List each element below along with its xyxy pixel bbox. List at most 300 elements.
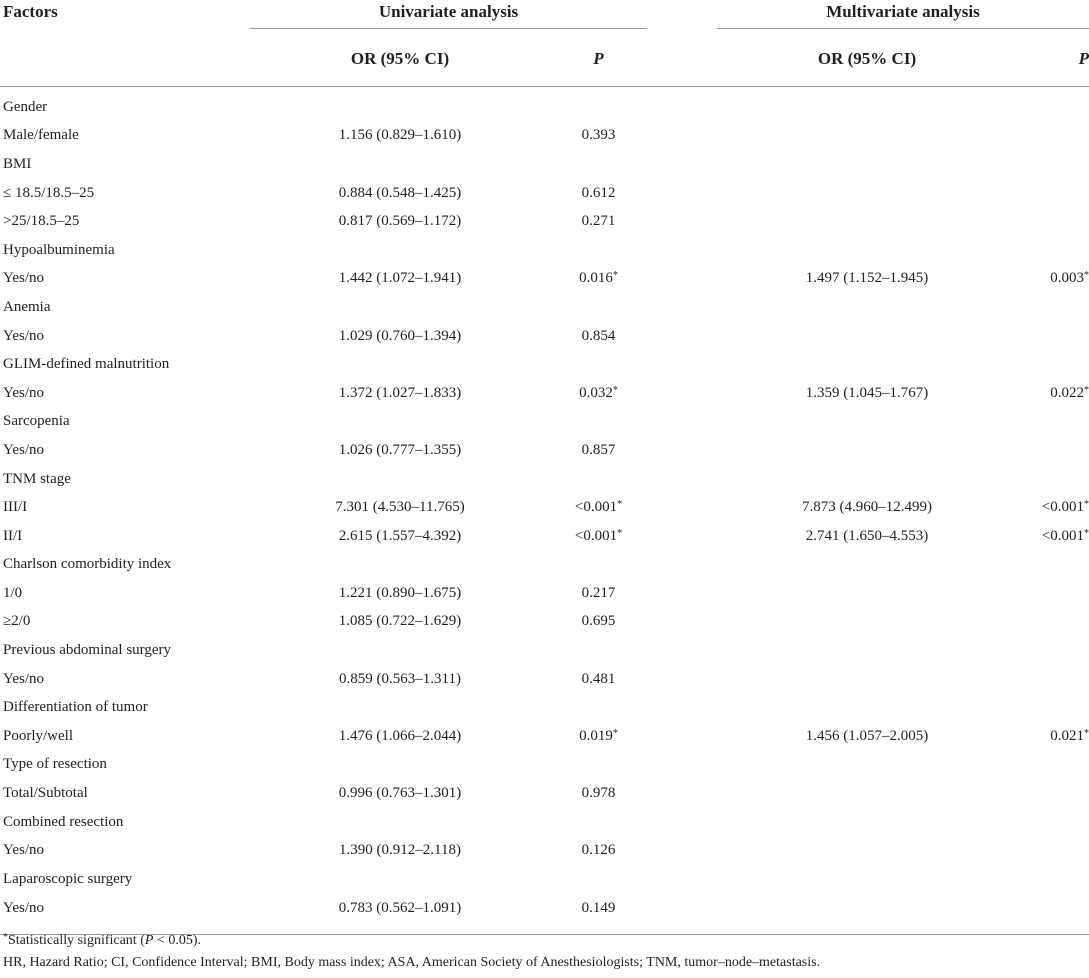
univariate-header-label: Univariate analysis xyxy=(250,2,647,29)
significance-mark: * xyxy=(612,270,618,282)
significance-mark: * xyxy=(1084,270,1089,282)
factor-cell-value: Differentiation of tumor xyxy=(3,699,148,716)
table-row xyxy=(0,636,1089,665)
factor-cell xyxy=(0,436,250,465)
multivariate-header-label: Multivariate analysis xyxy=(717,2,1089,29)
multivariate-p-cell xyxy=(1017,293,1089,322)
multivariate-p-cell xyxy=(1017,608,1089,637)
factor-cell-value: 1/0 xyxy=(3,584,23,601)
univariate-or-cell-value: 0.783 (0.562–1.091) xyxy=(338,899,462,916)
univariate-p-cell xyxy=(550,150,647,179)
univariate-p-cell xyxy=(550,93,647,122)
multivariate-p-cell xyxy=(1017,236,1089,265)
gap-cell xyxy=(647,665,717,694)
multivariate-p-cell xyxy=(1017,379,1089,408)
multivariate-p-cell xyxy=(1017,579,1089,608)
factor-cell-value: ≥2/0 xyxy=(3,613,31,630)
factor-cell xyxy=(0,836,250,865)
abbreviations-footnote: HR, Hazard Ratio; CI, Confidence Interval; BMI, Body mass index; ASA, American Society of Anesthesiologists; TNM, tumor–node–metastasis. xyxy=(3,955,821,970)
gap-cell xyxy=(647,779,717,808)
multivariate-or-cell xyxy=(717,150,1017,179)
factor-cell-value: TNM stage xyxy=(3,470,71,487)
gap-cell xyxy=(647,408,717,437)
multivariate-p-cell xyxy=(1017,122,1089,151)
multivariate-p-cell xyxy=(1017,350,1089,379)
multivariate-p-cell xyxy=(1017,722,1089,751)
gap-cell xyxy=(647,122,717,151)
univariate-or-cell-value: 1.390 (0.912–2.118) xyxy=(339,842,461,859)
univariate-or-cell xyxy=(250,865,550,894)
univariate-or-cell xyxy=(250,836,550,865)
multivariate-p-cell-value: 0.022 xyxy=(1050,384,1084,401)
univariate-or-cell xyxy=(250,179,550,208)
multivariate-or-cell-value: 1.359 (1.045–1.767) xyxy=(805,384,929,401)
univariate-p-cell xyxy=(550,665,647,694)
multivariate-p-cell xyxy=(1017,551,1089,580)
table-row xyxy=(0,722,1089,751)
univariate-or-cell xyxy=(250,350,550,379)
univariate-p-cell xyxy=(550,379,647,408)
factor-cell xyxy=(0,122,250,151)
factor-cell-value: Anemia xyxy=(3,298,51,315)
factor-cell xyxy=(0,179,250,208)
univariate-p-cell-value: 0.978 xyxy=(581,785,616,802)
univariate-p-cell xyxy=(550,207,647,236)
factor-cell xyxy=(0,693,250,722)
table-row xyxy=(0,379,1089,408)
univariate-or-cell xyxy=(250,579,550,608)
factor-cell xyxy=(0,465,250,494)
univariate-p-header: P xyxy=(550,32,647,87)
multivariate-p-cell xyxy=(1017,779,1089,808)
gap-cell xyxy=(647,579,717,608)
factor-cell-value: Male/female xyxy=(3,127,79,144)
factor-cell-value: Yes/no xyxy=(3,441,44,458)
univariate-or-cell xyxy=(250,379,550,408)
significance-mark: * xyxy=(617,499,623,511)
table-row xyxy=(0,779,1089,808)
significance-mark: * xyxy=(612,727,618,739)
univariate-p-cell-value: <0.001 xyxy=(574,527,618,544)
univariate-p-cell-value: 0.857 xyxy=(581,441,616,458)
univariate-p-cell xyxy=(550,122,647,151)
univariate-or-cell xyxy=(250,636,550,665)
table-row xyxy=(0,665,1089,694)
univariate-or-cell xyxy=(250,722,550,751)
factor-cell-value: ≤ 18.5/18.5–25 xyxy=(3,184,95,201)
significance-mark: * xyxy=(1084,527,1089,539)
factor-cell-value: Yes/no xyxy=(3,327,44,344)
multivariate-p-cell xyxy=(1017,493,1089,522)
univariate-p-cell xyxy=(550,408,647,437)
factor-cell xyxy=(0,522,250,551)
gap-cell xyxy=(647,693,717,722)
univariate-p-cell xyxy=(550,265,647,294)
univariate-p-cell xyxy=(550,779,647,808)
table-row xyxy=(0,493,1089,522)
gap-cell xyxy=(647,379,717,408)
multivariate-p-cell-value: 0.021 xyxy=(1050,727,1084,744)
factor-cell-value: Poorly/well xyxy=(3,727,73,744)
multivariate-or-cell-value: 1.497 (1.152–1.945) xyxy=(805,270,929,287)
univariate-p-cell xyxy=(550,551,647,580)
multivariate-p-cell xyxy=(1017,693,1089,722)
factor-cell xyxy=(0,894,250,935)
multivariate-or-cell xyxy=(717,122,1017,151)
multivariate-or-cell xyxy=(717,608,1017,637)
univariate-or-cell-value: 1.442 (1.072–1.941) xyxy=(338,270,462,287)
univariate-p-cell-value: 0.126 xyxy=(581,842,616,859)
univariate-or-cell xyxy=(250,751,550,780)
gap-cell xyxy=(647,836,717,865)
multivariate-or-cell xyxy=(717,350,1017,379)
univariate-or-cell xyxy=(250,465,550,494)
univariate-p-cell xyxy=(550,465,647,494)
gap-cell xyxy=(647,465,717,494)
univariate-or-header: OR (95% CI) xyxy=(250,32,550,87)
multivariate-p-cell xyxy=(1017,322,1089,351)
univariate-or-cell-value: 1.029 (0.760–1.394) xyxy=(338,327,462,344)
univariate-p-cell-value: <0.001 xyxy=(574,499,618,516)
factor-cell xyxy=(0,579,250,608)
univariate-p-cell xyxy=(550,751,647,780)
univariate-or-cell xyxy=(250,322,550,351)
multivariate-p-cell xyxy=(1017,636,1089,665)
gap-cell xyxy=(647,751,717,780)
factor-cell xyxy=(0,293,250,322)
multivariate-or-cell xyxy=(717,665,1017,694)
table-row xyxy=(0,808,1089,837)
factor-cell-value: BMI xyxy=(3,155,32,172)
factor-cell-value: >25/18.5–25 xyxy=(3,213,80,230)
multivariate-p-cell xyxy=(1017,436,1089,465)
gap-cell xyxy=(647,436,717,465)
multivariate-or-cell xyxy=(717,779,1017,808)
univariate-or-cell xyxy=(250,293,550,322)
multivariate-or-cell xyxy=(717,236,1017,265)
multivariate-p-cell xyxy=(1017,522,1089,551)
table-row xyxy=(0,551,1089,580)
gap-cell xyxy=(647,350,717,379)
univariate-or-cell xyxy=(250,693,550,722)
gap-cell xyxy=(647,608,717,637)
multivariate-or-cell-value: 1.456 (1.057–2.005) xyxy=(805,727,929,744)
univariate-p-cell-value: 0.854 xyxy=(581,327,616,344)
factor-cell xyxy=(0,236,250,265)
factor-cell-value: Sarcopenia xyxy=(3,413,70,430)
multivariate-p-cell xyxy=(1017,265,1089,294)
table-row xyxy=(0,579,1089,608)
univariate-or-cell xyxy=(250,236,550,265)
univariate-or-cell xyxy=(250,122,550,151)
univariate-p-cell xyxy=(550,579,647,608)
multivariate-or-cell xyxy=(717,322,1017,351)
factor-cell xyxy=(0,865,250,894)
table-row xyxy=(0,150,1089,179)
multivariate-or-cell-value: 7.873 (4.960–12.499) xyxy=(802,499,932,516)
table-row xyxy=(0,293,1089,322)
gap-cell xyxy=(647,293,717,322)
multivariate-p-cell-value: 0.003 xyxy=(1050,270,1084,287)
factor-cell xyxy=(0,779,250,808)
significance-text-start: Statistically significant ( xyxy=(8,933,145,948)
significance-p-symbol: P xyxy=(144,933,154,948)
table-row xyxy=(0,207,1089,236)
table-row xyxy=(0,751,1089,780)
univariate-or-cell-value: 1.221 (0.890–1.675) xyxy=(338,584,462,601)
significance-footnote xyxy=(3,930,1083,952)
table-row xyxy=(0,465,1089,494)
table-row xyxy=(0,865,1089,894)
multivariate-or-cell xyxy=(717,522,1017,551)
table-header xyxy=(0,0,1089,87)
factor-cell-value: Yes/no xyxy=(3,842,44,859)
univariate-or-cell xyxy=(250,894,550,935)
multivariate-or-cell xyxy=(717,693,1017,722)
univariate-p-cell xyxy=(550,808,647,837)
univariate-p-cell xyxy=(550,322,647,351)
univariate-or-cell-value: 1.156 (0.829–1.610) xyxy=(338,127,462,144)
multivariate-p-cell xyxy=(1017,894,1089,935)
gap-cell xyxy=(647,636,717,665)
multivariate-or-cell xyxy=(717,436,1017,465)
gap-cell xyxy=(647,322,717,351)
gap-cell xyxy=(647,179,717,208)
univariate-or-cell xyxy=(250,408,550,437)
univariate-p-cell xyxy=(550,493,647,522)
multivariate-p-cell-value: <0.001 xyxy=(1041,499,1084,516)
univariate-or-cell-value: 1.026 (0.777–1.355) xyxy=(338,441,462,458)
multivariate-or-cell xyxy=(717,179,1017,208)
factor-cell xyxy=(0,751,250,780)
factor-cell xyxy=(0,265,250,294)
subheader-gap xyxy=(647,32,717,87)
gap-cell xyxy=(647,93,717,122)
multivariate-p-cell xyxy=(1017,665,1089,694)
univariate-p-cell-value: 0.032 xyxy=(579,384,613,401)
multivariate-or-cell xyxy=(717,865,1017,894)
factor-cell xyxy=(0,722,250,751)
univariate-p-cell xyxy=(550,436,647,465)
factor-cell xyxy=(0,150,250,179)
univariate-or-cell xyxy=(250,808,550,837)
univariate-or-cell xyxy=(250,93,550,122)
univariate-or-cell-value: 0.817 (0.569–1.172) xyxy=(338,213,462,230)
univariate-p-cell xyxy=(550,179,647,208)
gap-cell xyxy=(647,551,717,580)
factor-cell-value: Yes/no xyxy=(3,670,44,687)
multivariate-or-cell xyxy=(717,551,1017,580)
multivariate-or-cell xyxy=(717,293,1017,322)
factor-cell-value: Previous abdominal surgery xyxy=(3,642,172,659)
multivariate-p-cell xyxy=(1017,751,1089,780)
factor-cell xyxy=(0,665,250,694)
factor-cell xyxy=(0,636,250,665)
univariate-or-cell xyxy=(250,493,550,522)
multivariate-or-cell xyxy=(717,379,1017,408)
significance-mark: * xyxy=(1084,384,1089,396)
factor-cell-value: Gender xyxy=(3,98,48,115)
multivariate-or-cell xyxy=(717,894,1017,935)
factors-header: Factors xyxy=(3,2,58,21)
univariate-p-cell xyxy=(550,693,647,722)
factor-cell xyxy=(0,408,250,437)
univariate-p-cell xyxy=(550,293,647,322)
multivariate-or-cell xyxy=(717,808,1017,837)
factor-cell xyxy=(0,379,250,408)
multivariate-or-cell xyxy=(717,493,1017,522)
univariate-or-cell xyxy=(250,551,550,580)
multivariate-p-cell xyxy=(1017,465,1089,494)
multivariate-p-cell xyxy=(1017,150,1089,179)
multivariate-or-cell xyxy=(717,579,1017,608)
significance-text-end: < 0.05). xyxy=(153,933,201,948)
table-row xyxy=(0,122,1089,151)
factor-cell xyxy=(0,551,250,580)
table-row xyxy=(0,894,1089,935)
significance-mark: * xyxy=(1084,727,1089,739)
factor-cell xyxy=(0,350,250,379)
univariate-or-cell xyxy=(250,522,550,551)
univariate-p-cell xyxy=(550,894,647,935)
factor-cell xyxy=(0,322,250,351)
factor-cell-value: Combined resection xyxy=(3,813,124,830)
gap-cell xyxy=(647,808,717,837)
univariate-or-cell xyxy=(250,150,550,179)
multivariate-p-cell xyxy=(1017,179,1089,208)
multivariate-or-cell xyxy=(717,751,1017,780)
factor-cell-value: Laparoscopic surgery xyxy=(3,870,133,887)
factor-cell-value: Type of resection xyxy=(3,756,107,773)
significance-mark: * xyxy=(3,932,8,943)
gap-cell xyxy=(647,722,717,751)
factor-cell-value: II/I xyxy=(3,527,23,544)
univariate-p-cell xyxy=(550,836,647,865)
footnotes xyxy=(3,930,1083,974)
multivariate-p-cell xyxy=(1017,207,1089,236)
factor-cell xyxy=(0,808,250,837)
multivariate-or-cell xyxy=(717,265,1017,294)
univariate-p-cell xyxy=(550,522,647,551)
univariate-p-cell-value: 0.393 xyxy=(581,127,616,144)
table-row xyxy=(0,408,1089,437)
univariate-or-cell-value: 1.085 (0.722–1.629) xyxy=(338,613,462,630)
factor-cell-value: GLIM-defined malnutrition xyxy=(3,356,170,373)
gap-cell xyxy=(647,865,717,894)
univariate-p-cell-value: 0.149 xyxy=(581,899,616,916)
factor-cell-value: III/I xyxy=(3,499,28,516)
table-row xyxy=(0,265,1089,294)
univariate-or-cell-value: 0.859 (0.563–1.311) xyxy=(339,670,461,687)
table-row xyxy=(0,179,1089,208)
factor-cell-value: Hypoalbuminemia xyxy=(3,241,115,258)
multivariate-p-cell xyxy=(1017,408,1089,437)
table-row xyxy=(0,93,1089,122)
multivariate-p-cell xyxy=(1017,836,1089,865)
univariate-or-cell-value: 1.476 (1.066–2.044) xyxy=(338,727,462,744)
factors-subheader xyxy=(0,32,250,87)
gap-cell xyxy=(647,522,717,551)
univariate-or-cell xyxy=(250,779,550,808)
multivariate-or-cell xyxy=(717,636,1017,665)
table-row xyxy=(0,836,1089,865)
table-row xyxy=(0,236,1089,265)
multivariate-or-cell xyxy=(717,93,1017,122)
factor-cell xyxy=(0,608,250,637)
factor-cell xyxy=(0,207,250,236)
univariate-or-cell xyxy=(250,665,550,694)
table-row xyxy=(0,693,1089,722)
gap-cell xyxy=(647,493,717,522)
multivariate-or-cell xyxy=(717,722,1017,751)
univariate-p-cell-value: 0.271 xyxy=(581,213,616,230)
multivariate-or-header: OR (95% CI) xyxy=(717,32,1017,87)
univariate-or-cell-value: 0.884 (0.548–1.425) xyxy=(338,184,462,201)
significance-mark: * xyxy=(1084,499,1089,511)
multivariate-p-cell xyxy=(1017,808,1089,837)
gap-cell xyxy=(647,150,717,179)
table-row xyxy=(0,350,1089,379)
multivariate-or-cell xyxy=(717,465,1017,494)
multivariate-p-cell-value: <0.001 xyxy=(1041,527,1084,544)
univariate-p-cell xyxy=(550,865,647,894)
univariate-header xyxy=(250,0,647,32)
table-row xyxy=(0,322,1089,351)
table-row xyxy=(0,608,1089,637)
gap-cell xyxy=(647,236,717,265)
multivariate-p-cell xyxy=(1017,93,1089,122)
table-row xyxy=(0,522,1089,551)
univariate-p-cell-value: 0.217 xyxy=(581,584,616,601)
factor-cell-value: Charlson comorbidity index xyxy=(3,556,172,573)
gap-cell xyxy=(647,894,717,935)
multivariate-or-cell-value: 2.741 (1.650–4.553) xyxy=(805,527,929,544)
univariate-or-cell-value: 7.301 (4.530–11.765) xyxy=(335,499,465,516)
multivariate-header xyxy=(717,0,1089,32)
header-gap xyxy=(647,0,717,32)
gap-cell xyxy=(647,265,717,294)
factor-cell xyxy=(0,93,250,122)
univariate-p-cell-value: 0.481 xyxy=(581,670,616,687)
significance-mark: * xyxy=(612,384,618,396)
univariate-or-cell-value: 2.615 (1.557–4.392) xyxy=(338,527,462,544)
factor-cell xyxy=(0,493,250,522)
factor-cell-value: Yes/no xyxy=(3,384,44,401)
factor-cell-value: Total/Subtotal xyxy=(3,785,88,802)
table-row xyxy=(0,436,1089,465)
multivariate-or-cell xyxy=(717,836,1017,865)
multivariate-or-cell xyxy=(717,408,1017,437)
factor-cell-value: Yes/no xyxy=(3,270,44,287)
univariate-p-cell xyxy=(550,350,647,379)
multivariate-or-cell xyxy=(717,207,1017,236)
table-body xyxy=(0,87,1089,935)
univariate-p-cell xyxy=(550,236,647,265)
univariate-or-cell xyxy=(250,265,550,294)
univariate-or-cell-value: 0.996 (0.763–1.301) xyxy=(338,785,462,802)
factor-cell-value: Yes/no xyxy=(3,899,44,916)
univariate-p-cell xyxy=(550,722,647,751)
univariate-p-cell-value: 0.612 xyxy=(581,184,616,201)
univariate-or-cell xyxy=(250,436,550,465)
univariate-p-cell-value: 0.019 xyxy=(579,727,613,744)
univariate-p-cell-value: 0.016 xyxy=(579,270,613,287)
univariate-p-cell xyxy=(550,608,647,637)
univariate-or-cell-value: 1.372 (1.027–1.833) xyxy=(338,384,462,401)
univariate-or-cell xyxy=(250,207,550,236)
gap-cell xyxy=(647,207,717,236)
multivariate-p-header: P xyxy=(1017,32,1089,87)
